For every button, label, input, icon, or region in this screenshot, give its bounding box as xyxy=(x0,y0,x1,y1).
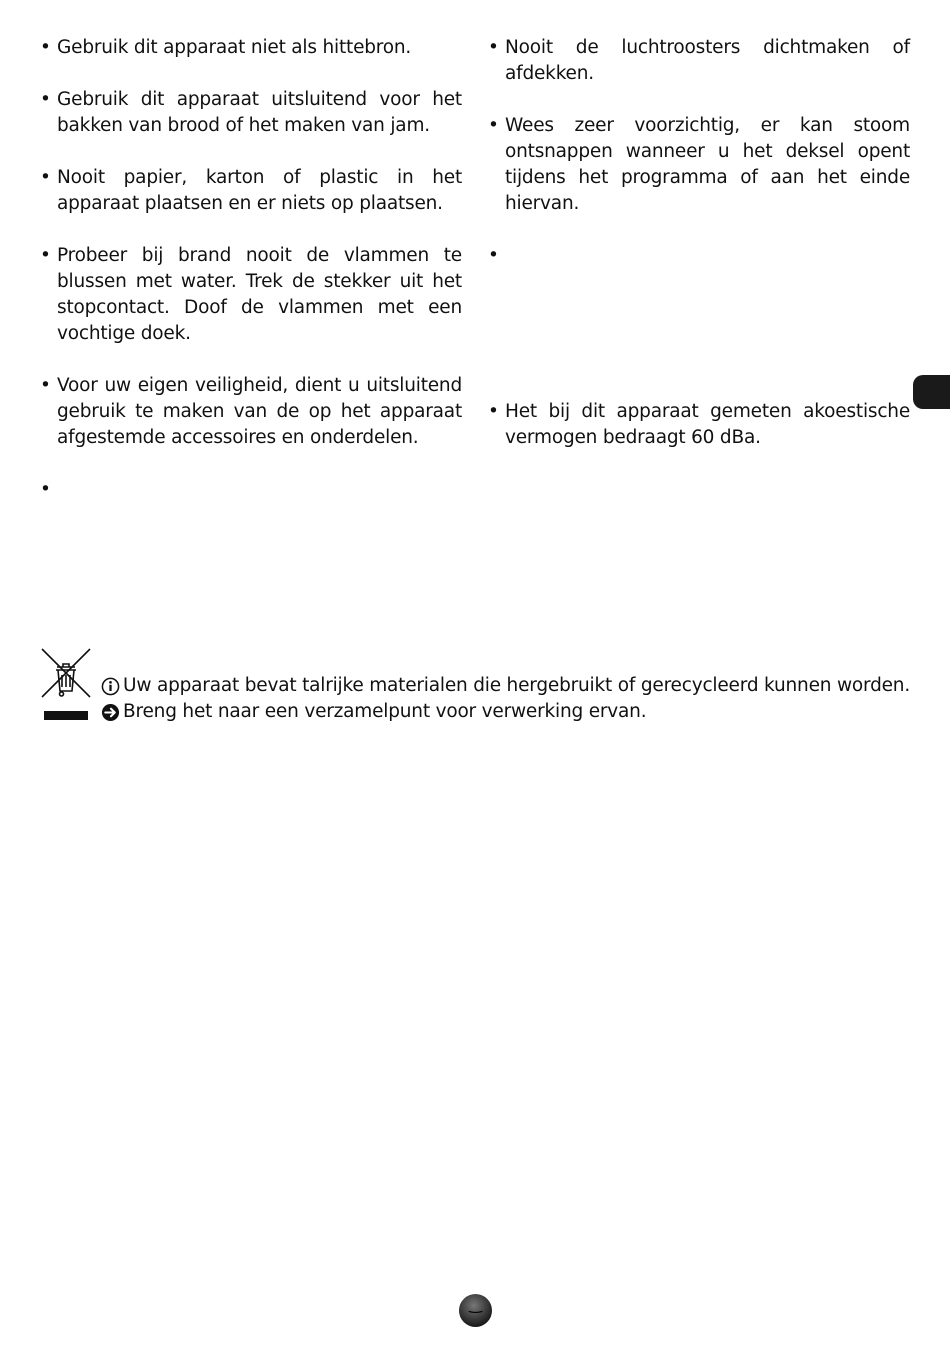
right-column xyxy=(488,35,910,451)
list-item-text: Nooit de luchtroosters dichtmaken of afdekken. xyxy=(505,37,910,84)
bullet: • xyxy=(488,37,499,58)
list-item xyxy=(488,399,910,451)
list-item xyxy=(40,165,462,217)
bullet: • xyxy=(40,167,51,188)
list-item xyxy=(488,35,910,87)
list-item-text xyxy=(505,243,910,269)
left-column xyxy=(40,35,462,503)
list-item-text: Probeer bij brand nooit de vlammen te blussen met water. Trek de stekker uit het stopcontact. Doof de vlammen met een vochtige doek. xyxy=(57,245,462,344)
bullet: • xyxy=(488,115,499,136)
section-tab-marker xyxy=(913,375,950,409)
list-item-empty xyxy=(488,243,910,269)
bullet: • xyxy=(40,37,51,58)
list-item-text: Wees zeer voorzichtig, er kan stoom ontsnappen wanneer u het deksel opent tijdens het programma of aan het einde hiervan. xyxy=(505,115,910,214)
list-item-text: Het bij dit apparaat gemeten akoestische vermogen bedraagt 60 dBa. xyxy=(505,401,910,448)
list-item xyxy=(40,243,462,347)
recycling-line-2 xyxy=(100,699,910,725)
bullet: • xyxy=(40,375,51,396)
recycling-text-1: Uw apparaat bevat talrijke materialen die hergebruikt of gerecycleerd kunnen worden. xyxy=(123,675,911,696)
arrow-right-circle-icon xyxy=(100,702,120,722)
recycling-line-1 xyxy=(100,673,910,699)
bullet: • xyxy=(488,245,499,266)
recycling-text-2: Breng het naar een verzamelpunt voor verwerking ervan. xyxy=(123,701,647,722)
bullet: • xyxy=(40,89,51,110)
list-item xyxy=(40,87,462,139)
list-item-text: Voor uw eigen veiligheid, dient u uitsluitend gebruik te maken van de op het apparaat afgestemde accessoires en onderdelen. xyxy=(57,375,462,448)
bullet: • xyxy=(488,401,499,422)
list-item-text: Gebruik dit apparaat uitsluitend voor het bakken van brood of het maken van jam. xyxy=(57,89,462,136)
bullet: • xyxy=(40,245,51,266)
list-item xyxy=(40,373,462,451)
info-icon xyxy=(100,676,120,696)
list-item xyxy=(40,35,462,61)
recycling-notice xyxy=(100,673,910,725)
list-item-empty xyxy=(40,477,462,503)
bullet: • xyxy=(40,479,51,500)
list-item-text: Gebruik dit apparaat niet als hittebron. xyxy=(57,37,412,58)
list-item-text xyxy=(57,477,462,503)
page-number-dot xyxy=(458,1293,493,1328)
list-item xyxy=(488,113,910,217)
list-item-text: Nooit papier, karton of plastic in het apparaat plaatsen en er niets op plaatsen. xyxy=(57,167,462,214)
weee-crossed-bin-icon xyxy=(40,645,92,723)
